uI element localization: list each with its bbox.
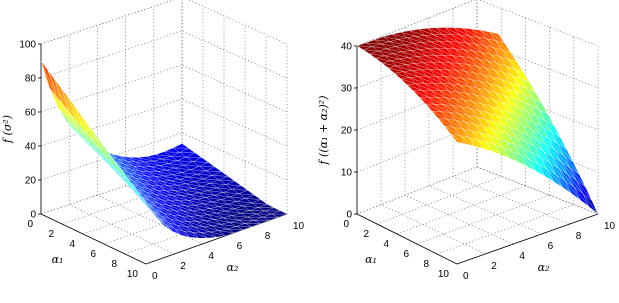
x-axis-label: α₁ <box>365 253 377 266</box>
z-tick-label: 40 <box>340 41 352 53</box>
x-tick-label: 6 <box>403 249 409 260</box>
z-tick-label: 30 <box>340 83 352 95</box>
x-tick-label: 0 <box>27 219 33 230</box>
x-tick-label: 4 <box>69 239 75 250</box>
z-tick-label: 80 <box>24 73 36 85</box>
surface-mesh <box>357 28 598 215</box>
x-tick-label: 10 <box>126 269 138 280</box>
right-surface-plot <box>317 0 616 282</box>
y-tick-label: 2 <box>491 261 497 272</box>
y-tick-label: 4 <box>208 251 214 262</box>
x-tick-label: 2 <box>363 229 369 240</box>
z-tick-label: 0 <box>30 209 36 221</box>
z-tick-label: 100 <box>19 39 36 51</box>
y-tick-label: 8 <box>264 231 271 242</box>
y-tick-label: 6 <box>236 241 243 252</box>
y-tick-label: 4 <box>519 251 525 262</box>
x-tick-label: 8 <box>111 259 117 270</box>
x-tick-label: 6 <box>90 249 96 260</box>
y-tick-label: 10 <box>293 221 305 232</box>
x-axis-label: α₁ <box>51 253 64 266</box>
left-surface-plot <box>1 0 305 282</box>
y-tick-label: 2 <box>180 261 186 272</box>
z-tick-label: 0 <box>346 209 352 221</box>
z-tick-label: 20 <box>340 125 352 137</box>
z-tick-label: 40 <box>24 141 36 153</box>
surface-facet <box>173 144 188 149</box>
y-tick-label: 0 <box>463 271 469 282</box>
z-tick-label: 10 <box>340 167 352 179</box>
z-tick-label: 60 <box>24 107 36 119</box>
y-axis-label: α₂ <box>537 261 550 274</box>
x-tick-label: 8 <box>423 259 429 270</box>
x-tick-label: 0 <box>343 219 349 230</box>
z-axis-label: f (σ²) <box>1 114 14 144</box>
z-axis-label: f ((α₁ + α₂)²) <box>317 95 330 165</box>
y-tick-label: 8 <box>575 231 582 242</box>
y-tick-label: 0 <box>152 271 158 282</box>
y-axis-label: α₂ <box>226 261 239 274</box>
y-tick-label: 10 <box>604 221 616 232</box>
x-tick-label: 4 <box>383 239 389 250</box>
x-tick-label: 10 <box>437 269 449 280</box>
x-tick-label: 2 <box>48 229 54 240</box>
surface-mesh <box>41 61 287 238</box>
z-tick-label: 20 <box>24 175 36 187</box>
y-tick-label: 6 <box>547 241 554 252</box>
